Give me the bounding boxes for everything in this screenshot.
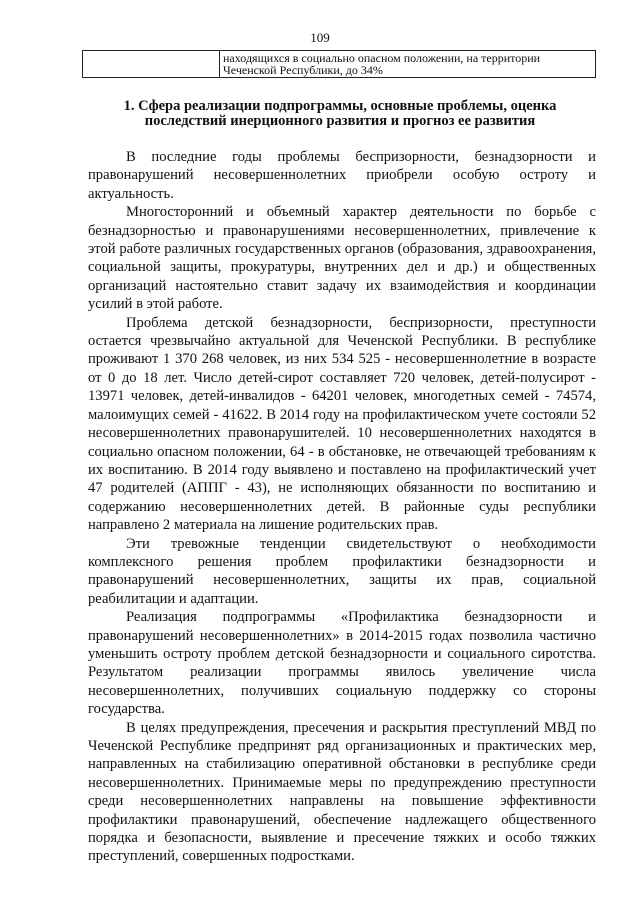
table-cell-line: находящихся в социально опасном положении, на территории <box>223 51 541 65</box>
section-heading-line: 1. Сфера реализации подпрограммы, основные проблемы, оценка <box>123 98 557 114</box>
paragraph: В целях предупреждения, пресечения и раскрытия преступлений МВД по Чеченской Республике предпринят ряд организационных и практических мер, направленных на стабилизацию оперативной обстановки в республике среди несовершеннолетних. Принимаемые меры по предупреждению преступности среди несовершеннолетних направлены на повышение эффективности профилактики правонарушений, обеспечение надлежащего общественного порядка и безопасности, выявление и пресечение тяжких и особо тяжких преступлений, совершенных подростками. <box>88 719 596 865</box>
table-row <box>83 51 596 78</box>
paragraph: Многосторонний и объемный характер деятельности по борьбе с безнадзорностью и правонарушениями несовершеннолетних, привлечение к этой работе различных государственных органов (образования, здравоохранения, социальной защиты, прокуратуры, внутренних дел и др.) и общественных организаций настоятельно ставит задачу их взаимодействия и координации усилий в этой работе. <box>88 204 596 313</box>
table-cell-line: Чеченской Республики, до 34% <box>223 63 383 77</box>
paragraph: Проблема детской безнадзорности, беспризорности, преступности остается чрезвычайно актуальной для Чеченской Республики. В республике проживают 1 370 268 человек, из них 534 525 - несовершеннолетние в возрасте от 0 до 18 лет. Число детей-сирот составляет 720 человек, детей-полусирот - 13971 человек, детей-инвалидов - 64201 человек, многодетных семей - 74574, малоимущих семей - 41622. В 2014 году на профилактическом учете состояли 52 несовершеннолетних правонарушителей. 10 несовершеннолетних находятся в социально опасном положении, 64 - в обстановке, не отвечающей требованиям к их воспитанию. В 2014 году выявлено и поставлено на профилактический учет 47 родителей (АППГ - 43), не исполняющих обязанности по воспитанию и содержанию несовершеннолетних детей. В районные суды республики направлено 2 материала на лишение родительских прав. <box>88 314 596 534</box>
table-cell-empty <box>83 51 220 78</box>
section-heading-line: последствий инерционного развития и прогноз ее развития <box>144 113 536 129</box>
paragraph: Реализация подпрограммы «Профилактика безнадзорности и правонарушений несовершеннолетних» в 2014-2015 годах позволила частично уменьшить остроту проблем детской безнадзорности и социального сиротства. Результатом реализации программы явилось увеличение числа несовершеннолетних, получивших социальную поддержку со стороны государства. <box>88 609 596 718</box>
section-heading <box>95 99 585 129</box>
continuation-table <box>82 50 596 78</box>
body-text <box>88 148 596 866</box>
paragraph: Эти тревожные тенденции свидетельствуют о необходимости комплексного решения проблем профилактики безнадзорности и правонарушений несовершеннолетних, защиты их прав, социальной реабилитации и адаптации. <box>88 535 596 607</box>
page-number: 109 <box>310 30 330 45</box>
paragraph: В последние годы проблемы беспризорности, безнадзорности и правонарушений несовершеннолетних приобрели особую остроту и актуальность. <box>88 149 596 202</box>
table-cell-text <box>220 51 596 78</box>
